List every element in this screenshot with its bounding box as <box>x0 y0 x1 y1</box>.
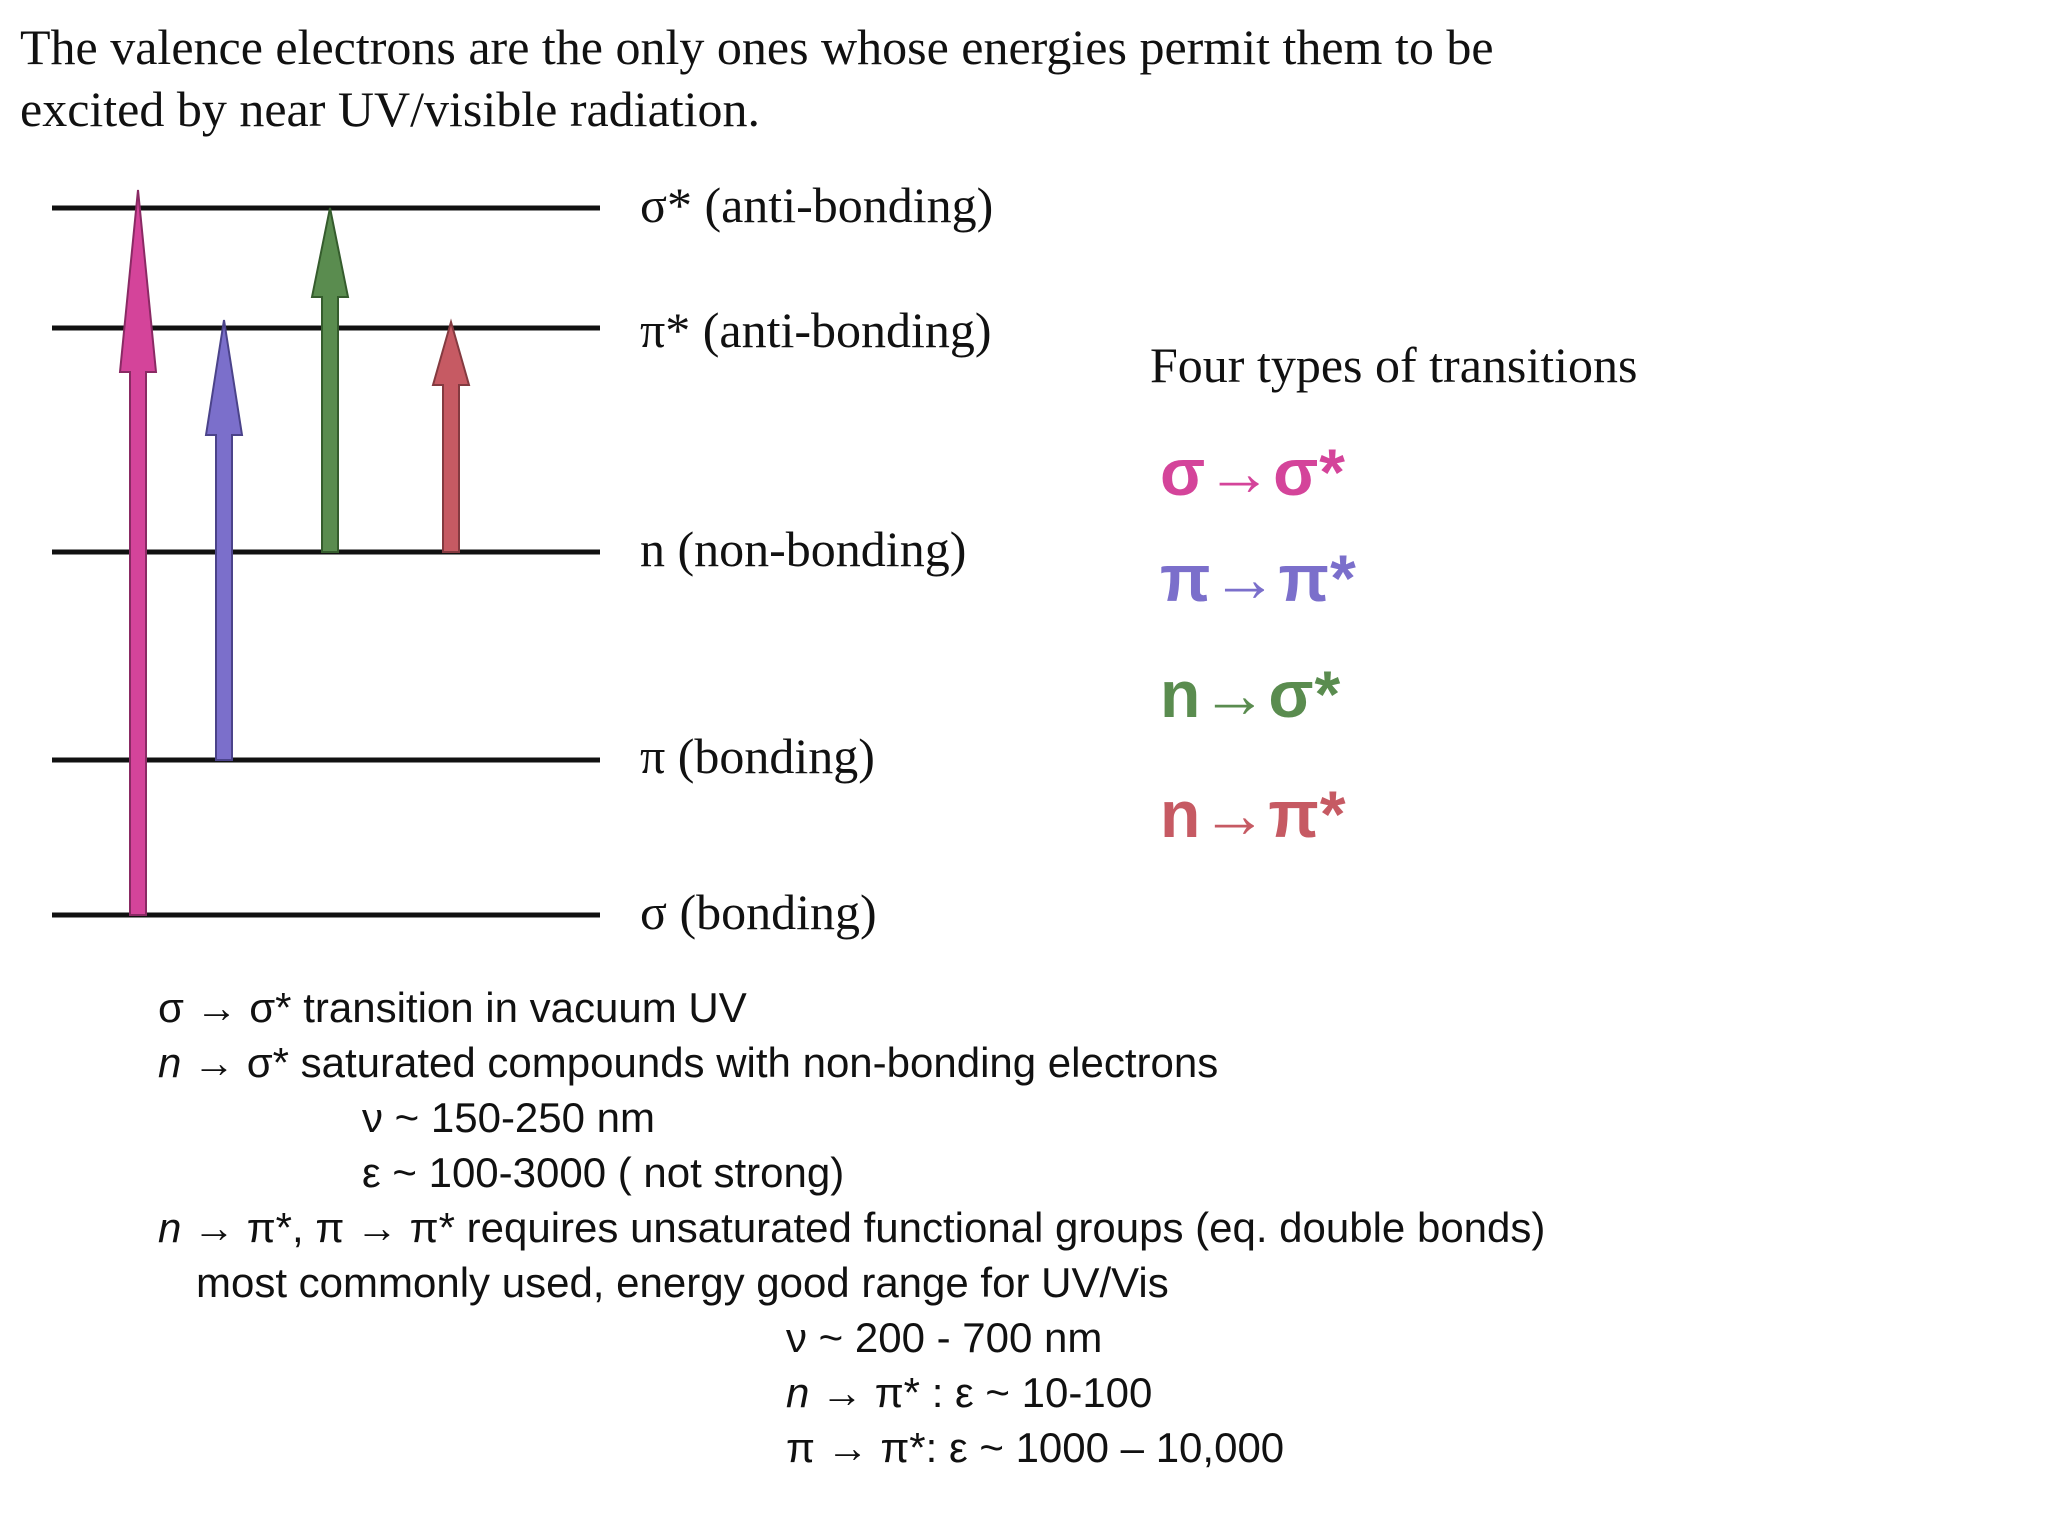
note-n-pi-pi-pi <box>158 1203 1545 1253</box>
note-n-symbol-2: n <box>158 1204 182 1251</box>
note-n-symbol: n <box>158 1039 182 1086</box>
transition-types-title: Four types of transitions <box>1150 337 1638 393</box>
n-to-pi-star-label: n→π* <box>1160 777 1347 851</box>
note-n-pi-epsilon-text: → π* : ε ~ 10-100 <box>809 1369 1153 1416</box>
note-n-symbol-3: n <box>786 1369 810 1416</box>
note-pi-wavelength: ν ~ 200 - 700 nm <box>786 1314 1103 1361</box>
pi-star-level-label: π* (anti-bonding) <box>640 302 992 358</box>
pi-level-label: π (bonding) <box>640 728 875 784</box>
sigma-level-label: σ (bonding) <box>640 884 877 940</box>
note-n-pi-text: → π*, π → π* requires unsaturated functional groups (eq. double bonds) <box>181 1204 1546 1251</box>
note-n-pi-epsilon <box>786 1368 1152 1418</box>
sigma-to-sigma-star-label: σ→σ* <box>1160 435 1346 509</box>
intro-line-2: excited by near UV/visible radiation. <box>20 81 761 137</box>
note-sigma-text: → σ* transition in vacuum UV <box>183 984 747 1031</box>
note-n-sigma-star <box>158 1038 1218 1088</box>
note-most-commonly-used: most commonly used, energy good range for UV/Vis <box>196 1259 1169 1306</box>
note-n-sigma-wavelength: ν ~ 150-250 nm <box>362 1094 656 1141</box>
note-sigma-symbol: σ <box>158 984 184 1031</box>
note-n-sigma-epsilon: ε ~ 100-3000 ( not strong) <box>362 1149 845 1196</box>
note-pi-pi-epsilon: π → π*: ε ~ 1000 – 10,000 <box>786 1424 1285 1471</box>
note-sigma-sigma-star <box>158 983 747 1033</box>
pi-to-pi-star-label: π→π* <box>1160 541 1357 615</box>
note-n-sigma-text: → σ* saturated compounds with non-bonding electrons <box>181 1039 1219 1086</box>
intro-line-1: The valence electrons are the only ones whose energies permit them to be <box>20 19 1494 75</box>
sigma-star-level-label: σ* (anti-bonding) <box>640 177 994 233</box>
n-level-label: n (non-bonding) <box>640 521 967 577</box>
n-to-sigma-star-label: n→σ* <box>1160 657 1342 731</box>
